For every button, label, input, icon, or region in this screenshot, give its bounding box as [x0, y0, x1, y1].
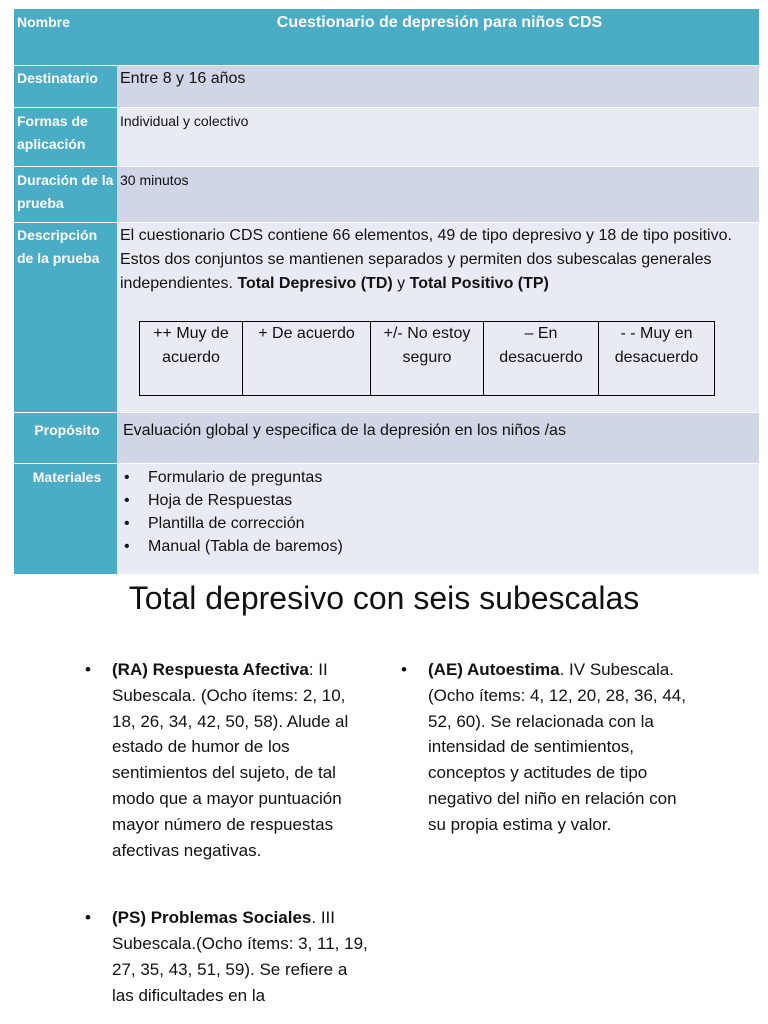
destinatario-value: Entre 8 y 16 años	[117, 66, 759, 107]
descripcion-value	[117, 223, 759, 412]
section-title: Total depresivo con seis subescalas	[128, 580, 640, 616]
descripcion-label: Descripción de la prueba	[14, 223, 117, 412]
scale-option: + De acuerdo	[243, 322, 371, 396]
duracion-label: Duración de la prueba	[14, 167, 117, 222]
bullet-icon: •	[85, 660, 91, 679]
materiales-label: Materiales	[14, 464, 117, 574]
proposito-row	[14, 413, 759, 464]
descripcion-row	[14, 223, 759, 413]
proposito-label: Propósito	[14, 413, 117, 463]
list-item: • Formulario de preguntas	[124, 466, 759, 489]
subscale-item-ps	[85, 905, 372, 1008]
subscale-name: (PS) Problemas Sociales	[112, 908, 312, 928]
test-title: Cuestionario de depresión para niños CDS	[117, 9, 759, 65]
destinatario-label: Destinatario	[14, 66, 117, 107]
tp-label: Total Positivo (TP)	[409, 275, 549, 292]
subscale-name: (AE) Autoestima	[428, 660, 560, 679]
subscale-description: . III Subescala.(Ocho ítems: 3, 11, 19, 27, 35, 43, 51, 59). Se refiere a las dificultades en la	[112, 908, 368, 1005]
scale-option: ++ Muy de acuerdo	[140, 322, 243, 396]
left-column	[85, 657, 372, 1009]
materiales-list	[120, 466, 759, 558]
subscale-description: . IV Subescala. (Ocho ítems: 4, 12, 20, 28, 36, 44, 52, 60). Se relacionada con la intensidad de sentimientos, conceptos y actitudes de tipo negativo del niño en relación con su propia estima y valor.	[428, 660, 686, 834]
destinatario-row	[14, 66, 759, 108]
nombre-label: Nombre	[14, 9, 117, 65]
scale-option: - - Muy en desacuerdo	[599, 322, 715, 396]
right-column	[401, 657, 698, 838]
list-item: • Hoja de Respuestas	[124, 489, 759, 512]
descripcion-connector: y	[397, 275, 406, 292]
subscale-name: (RA) Respuesta Afectiva	[112, 660, 309, 679]
list-item: • Manual (Tabla de baremos)	[124, 535, 759, 558]
scale-option: +/- No estoy seguro	[371, 322, 484, 396]
formas-row	[14, 108, 759, 167]
subscale-description: : II Subescala. (Ocho ítems: 2, 10, 18, 26, 34, 42, 50, 58). Alude al estado de humor de los sentimientos del sujeto, de tal modo que a mayor puntuación mayor número de respuestas afectivas negativas.	[112, 660, 349, 860]
formas-value: Individual y colectivo	[117, 108, 759, 166]
subscale-item-ra	[85, 657, 372, 863]
bullet-icon: •	[401, 660, 407, 679]
scale-option: – En desacuerdo	[484, 322, 599, 396]
descripcion-text: El cuestionario CDS contiene 66 elementos, 49 de tipo depresivo y 18 de tipo positivo. Estos dos conjuntos se mantienen separados y permiten dos subescalas generales independientes.	[120, 227, 732, 292]
td-label: Total Depresivo (TD)	[237, 275, 393, 292]
response-scale-table	[139, 321, 715, 396]
bullet-icon: •	[85, 908, 91, 928]
list-item: • Plantilla de corrección	[124, 512, 759, 535]
duracion-row	[14, 167, 759, 223]
info-table	[14, 9, 759, 575]
formas-label: Formas de aplicación	[14, 108, 117, 166]
duracion-value: 30 minutos	[117, 167, 759, 222]
proposito-value: Evaluación global y especifica de la depresión en los niños /as	[117, 413, 759, 463]
materiales-row	[14, 464, 759, 575]
subscale-item-ae	[401, 657, 698, 838]
materiales-value	[117, 464, 759, 574]
table-header-row	[14, 9, 759, 66]
